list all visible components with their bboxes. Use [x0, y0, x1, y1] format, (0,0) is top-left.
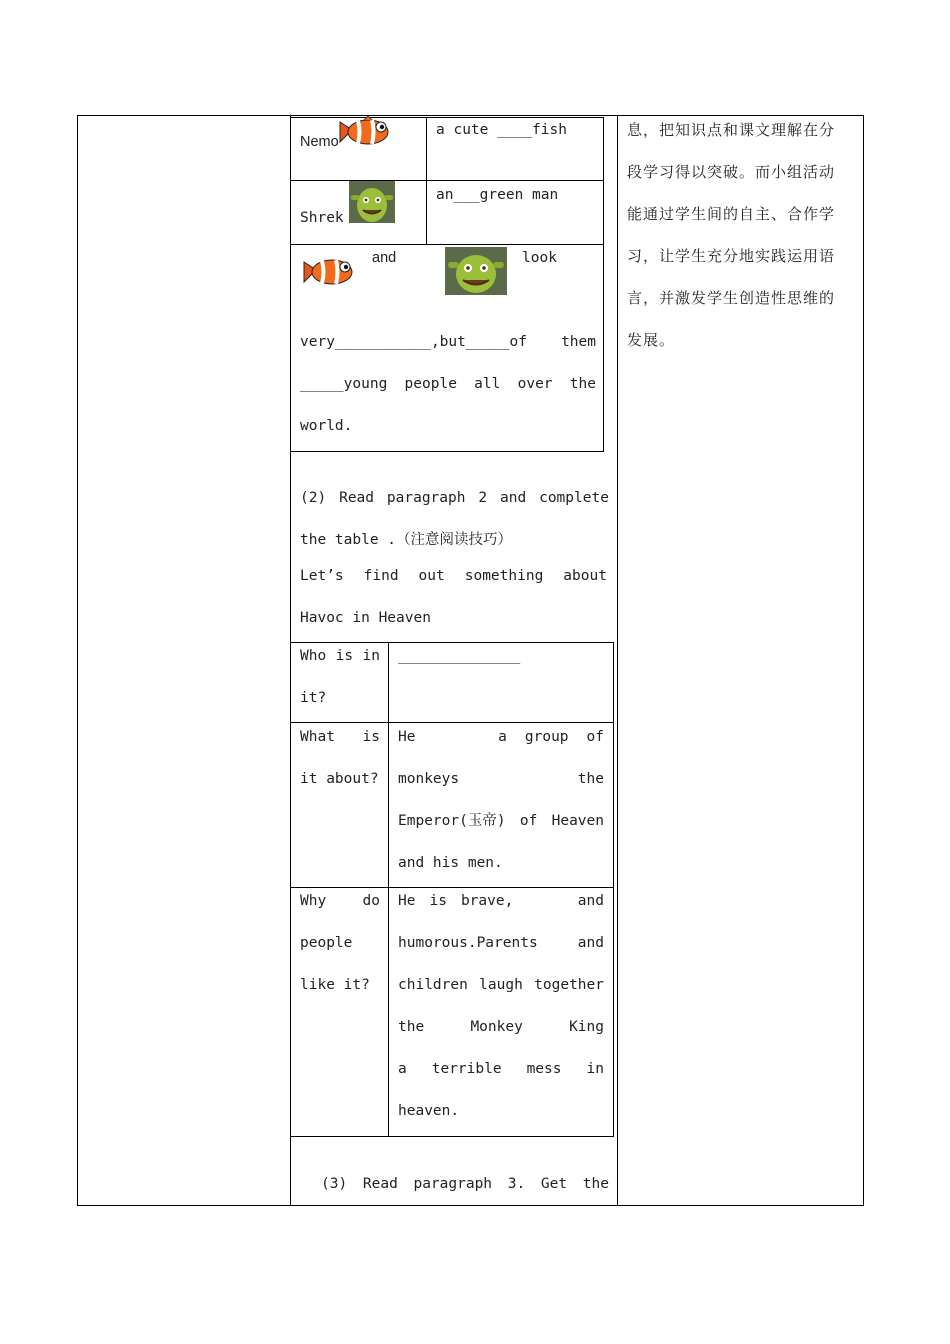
outer-top-border: [77, 115, 864, 116]
havoc-row3-answer-line2: humorous.Parents and: [398, 935, 604, 951]
sentence-look: look: [522, 250, 557, 266]
section2-intro-line2: Havoc in Heaven: [300, 610, 431, 626]
havoc-row2-answer-line4: and his men.: [398, 855, 503, 871]
havoc-row2-answer-line1: He a group of: [398, 729, 604, 745]
nemo-fish-icon: [334, 116, 392, 148]
nemo-label: Nemo: [300, 134, 339, 150]
commentary-line-6: 发展。: [627, 331, 676, 349]
havoc-row3-answer-line6: heaven.: [398, 1103, 460, 1119]
column-divider-1: [290, 115, 291, 1206]
havoc-row2-question: What is: [300, 729, 380, 745]
havoc-row2-answer-line2: monkeys the: [398, 771, 604, 787]
havoc-row2-question-line2: it about?: [300, 771, 379, 787]
outer-left-border: [77, 115, 78, 1206]
section2-instruction-line2: the table .（注意阅读技巧）: [300, 532, 513, 548]
havoc-row1-question-line2: it?: [300, 690, 327, 706]
section2-intro: Let’s find out something about: [300, 568, 607, 584]
havoc-row2-answer-line3: Emperor(玉帝) of Heaven: [398, 813, 604, 829]
shrek-label: Shrek: [300, 210, 344, 226]
havoc-row3-question-line3: like it?: [300, 977, 370, 993]
nemo-description: a cute ____fish: [436, 122, 567, 138]
sentence-line-1: very___________,but_____of them: [300, 334, 596, 350]
shrek-face-icon: [349, 181, 395, 223]
section3-instruction: (3) Read paragraph 3. Get the: [321, 1176, 609, 1192]
havoc-row3-question: Why do: [300, 893, 380, 909]
sentence-and: and: [372, 250, 397, 266]
commentary-line-2: 段学习得以突破。而小组活动: [627, 163, 836, 181]
outer-bottom-border: [77, 1205, 864, 1206]
commentary-line-5: 言，并激发学生创造性思维的: [627, 289, 836, 307]
havoc-row3-answer-line4: the Monkey King: [398, 1019, 604, 1035]
commentary-line-3: 能通过学生间的自主、合作学: [627, 205, 836, 223]
havoc-row1-answer-blank: ______________: [398, 648, 521, 664]
section2-instruction: (2) Read paragraph 2 and complete: [300, 490, 609, 506]
sentence-line-3: world.: [300, 418, 353, 434]
havoc-row3-answer-line5: a terrible mess in: [398, 1061, 604, 1077]
commentary-line-4: 习，让学生充分地实践运用语: [627, 247, 836, 265]
nemo-fish-icon-small: [298, 256, 356, 288]
havoc-row3-answer-line3: children laugh together: [398, 977, 604, 993]
commentary-line-1: 息，把知识点和课文理解在分: [627, 121, 836, 139]
havoc-row3-answer-line1: He is brave, and: [398, 893, 604, 909]
shrek-face-icon-large: [445, 247, 507, 295]
column-divider-2: [617, 115, 618, 1206]
havoc-row3-question-line2: people: [300, 935, 353, 951]
sentence-line-2: _____young people all over the: [300, 376, 596, 392]
outer-right-border: [863, 115, 864, 1206]
havoc-row1-question: Who is in: [300, 648, 380, 664]
shrek-description: an___green man: [436, 187, 559, 203]
